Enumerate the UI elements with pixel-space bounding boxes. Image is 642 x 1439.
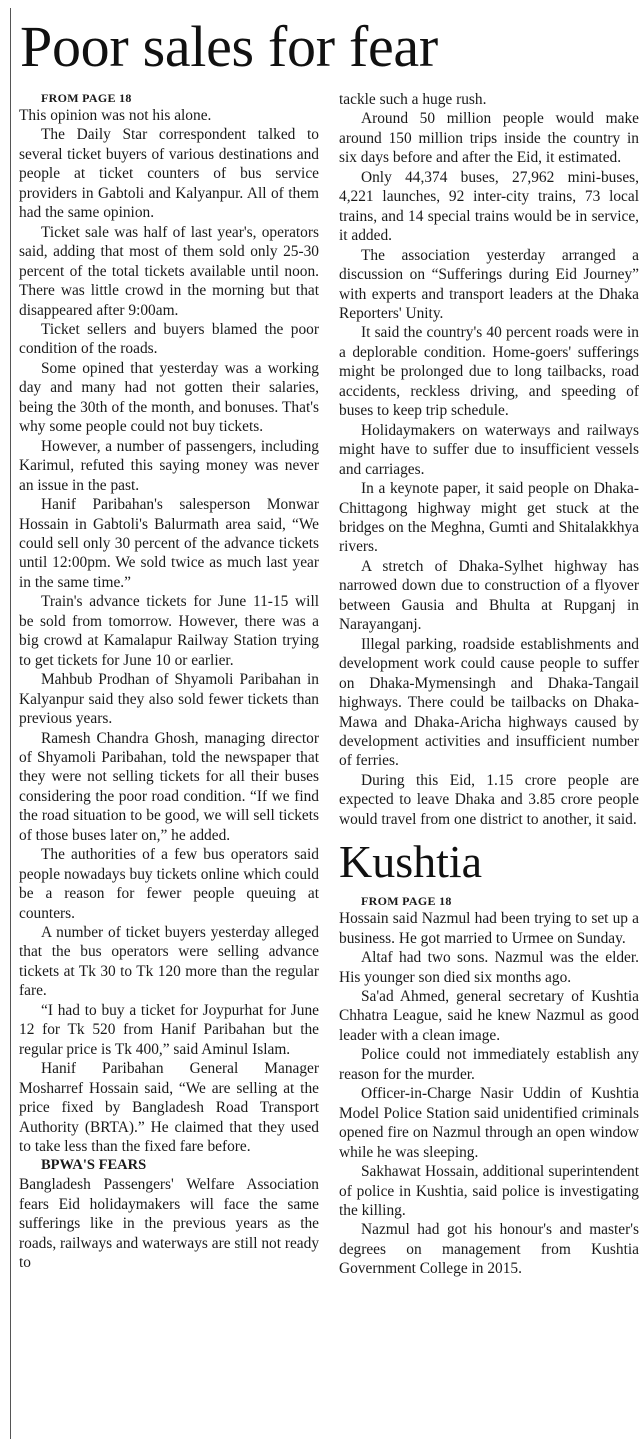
- paragraph: Some opined that yesterday was a working day and many had not gotten their salaries, being the 30th of the month, and bonuses. That's why some people could not buy tickets.: [19, 359, 319, 436]
- paragraph: The association yesterday arranged a discussion on “Sufferings during Eid Journey” with experts and transport leaders at the Dhaka Reporters' Unity.: [339, 246, 639, 322]
- from-page-label: FROM PAGE 18: [361, 894, 452, 909]
- paragraph: Ramesh Chandra Ghosh, managing director of Shyamoli Paribahan, told the newspaper that they were not selling tickets for all their buses considering the poor road condition. “If we find the road situation to be good, we will sell tickets of those buses later on,” he added.: [19, 729, 319, 844]
- paragraph: Holidaymakers on waterways and railways might have to suffer due to insufficient vessels and carriages.: [339, 421, 639, 478]
- paragraph: Illegal parking, roadside establishments and development work could cause people to suffer on Dhaka-Mymensingh and Dhaka-Tangail highways. There could be tailbacks on Dhaka-Mawa and Dhaka-Aricha highways caused by development activities and insufficient number of ferries.: [339, 635, 639, 770]
- paragraph: Altaf had two sons. Nazmul was the elder. His younger son died six months ago.: [339, 949, 639, 986]
- paragraph: The Daily Star correspondent talked to several ticket buyers of various destinations and people at ticket counters of bus service providers in Gabtoli and Kalyanpur. All of them had the same opinion.: [19, 126, 319, 222]
- paragraph: During this Eid, 1.15 crore people are expected to leave Dhaka and 3.85 crore people would travel from one district to another, it said.: [339, 771, 639, 828]
- paragraph: Bangladesh Passengers' Welfare Association fears Eid holidaymakers will face the same sufferings like in the previous years as the roads, railways and waterways are still not ready to: [19, 1176, 320, 1272]
- paragraph: Mahbub Prodhan of Shyamoli Paribahan in Kalyanpur said they also sold fewer tickets than previous years.: [19, 671, 319, 728]
- headline-kushtia: Kushtia: [339, 836, 483, 888]
- story1-left-column: [19, 90, 319, 1273]
- paragraph: “I had to buy a ticket for Joypurhat for June 12 for Tk 520 from Hanif Paribahan but the regular price is Tk 400,” said Aminul Islam.: [19, 1001, 319, 1058]
- paragraph: It said the country's 40 percent roads were in a deplorable condition. Home-goers' sufferings might be prolonged due to long tailbacks, road accidents, reckless driving, and speeding of buses to keep trip schedule.: [339, 324, 639, 420]
- paragraph: Officer-in-Charge Nasir Uddin of Kushtia Model Police Station said unidentified criminals opened fire on Nazmul through an open window while he was sleeping.: [339, 1085, 639, 1161]
- paragraph: Ticket sellers and buyers blamed the poor condition of the roads.: [19, 320, 319, 358]
- headline-poor-sales: Poor sales for fear: [20, 14, 438, 79]
- story1-right-column: [339, 90, 639, 1279]
- column-rule: [10, 8, 11, 1439]
- subhead-bpwa-fears: BPWA'S FEARS: [41, 1157, 147, 1174]
- paragraph: A number of ticket buyers yesterday alleged that the bus operators were selling advance tickets at Tk 30 to Tk 120 more than the regular fare.: [19, 924, 319, 1000]
- paragraph: Hanif Paribahan General Manager Mosharref Hossain said, “We are selling at the price fixed by Bangladesh Road Transport Authority (BRTA).” He claimed that they used to take less than the fixed fare before.: [19, 1060, 319, 1156]
- from-page-label: FROM PAGE 18: [41, 91, 132, 105]
- paragraph: Around 50 million people would make around 150 million trips inside the country in six days before and after the Eid, it estimated.: [339, 110, 639, 167]
- paragraph: Hanif Paribahan's salesperson Monwar Hossain in Gabtoli's Balurmath area said, “We could sell only 30 percent of the advance tickets until 12:00pm. We sold twice as much last year in the same time.”: [19, 496, 319, 591]
- paragraph: Hossain said Nazmul had been trying to set up a business. He got married to Urmee on Sunday.: [339, 910, 639, 947]
- paragraph: Train's advance tickets for June 11-15 will be sold from tomorrow. However, there was a big crowd at Kamalapur Railway Station trying to get tickets for June 10 or earlier.: [19, 593, 319, 669]
- paragraph: This opinion was not his alone.: [19, 107, 212, 124]
- paragraph: Sakhawat Hossain, additional superintendent of police in Kushtia, said police is investigating the killing.: [339, 1163, 639, 1220]
- paragraph: Sa'ad Ahmed, general secretary of Kushtia Chhatra League, said he knew Nazmul as good leader with a clean image.: [339, 988, 639, 1044]
- paragraph: In a keynote paper, it said people on Dhaka-Chittagong highway might get stuck at the bridges on the Meghna, Gumti and Shitalakkhya rivers.: [339, 480, 639, 556]
- paragraph: Nazmul had got his honour's and master's degrees on management from Kushtia Government College in 2015.: [339, 1221, 639, 1278]
- paragraph: tackle such a huge rush.: [339, 91, 487, 108]
- paragraph: A stretch of Dhaka-Sylhet highway has narrowed down due to construction of a flyover between Gausia and Bhulta at Rupganj in Narayanganj.: [339, 557, 639, 634]
- paragraph: Police could not immediately establish any reason for the murder.: [339, 1046, 639, 1083]
- paragraph: Only 44,374 buses, 27,962 mini-buses, 4,221 launches, 92 inter-city trains, 73 local trains, and 14 special trains would be in service, it added.: [339, 168, 639, 245]
- paragraph: The authorities of a few bus operators said people nowadays buy tickets online which could be a reason for fewer people queuing at counters.: [19, 846, 319, 922]
- paragraph: Ticket sale was half of last year's, operators said, adding that most of them sold only 25-30 percent of the total tickets available until noon. There was little crowd in the morning but that disappeared after 9:00am.: [19, 223, 319, 319]
- paragraph: However, a number of passengers, including Karimul, refuted this saying money was never an issue in the past.: [19, 437, 319, 494]
